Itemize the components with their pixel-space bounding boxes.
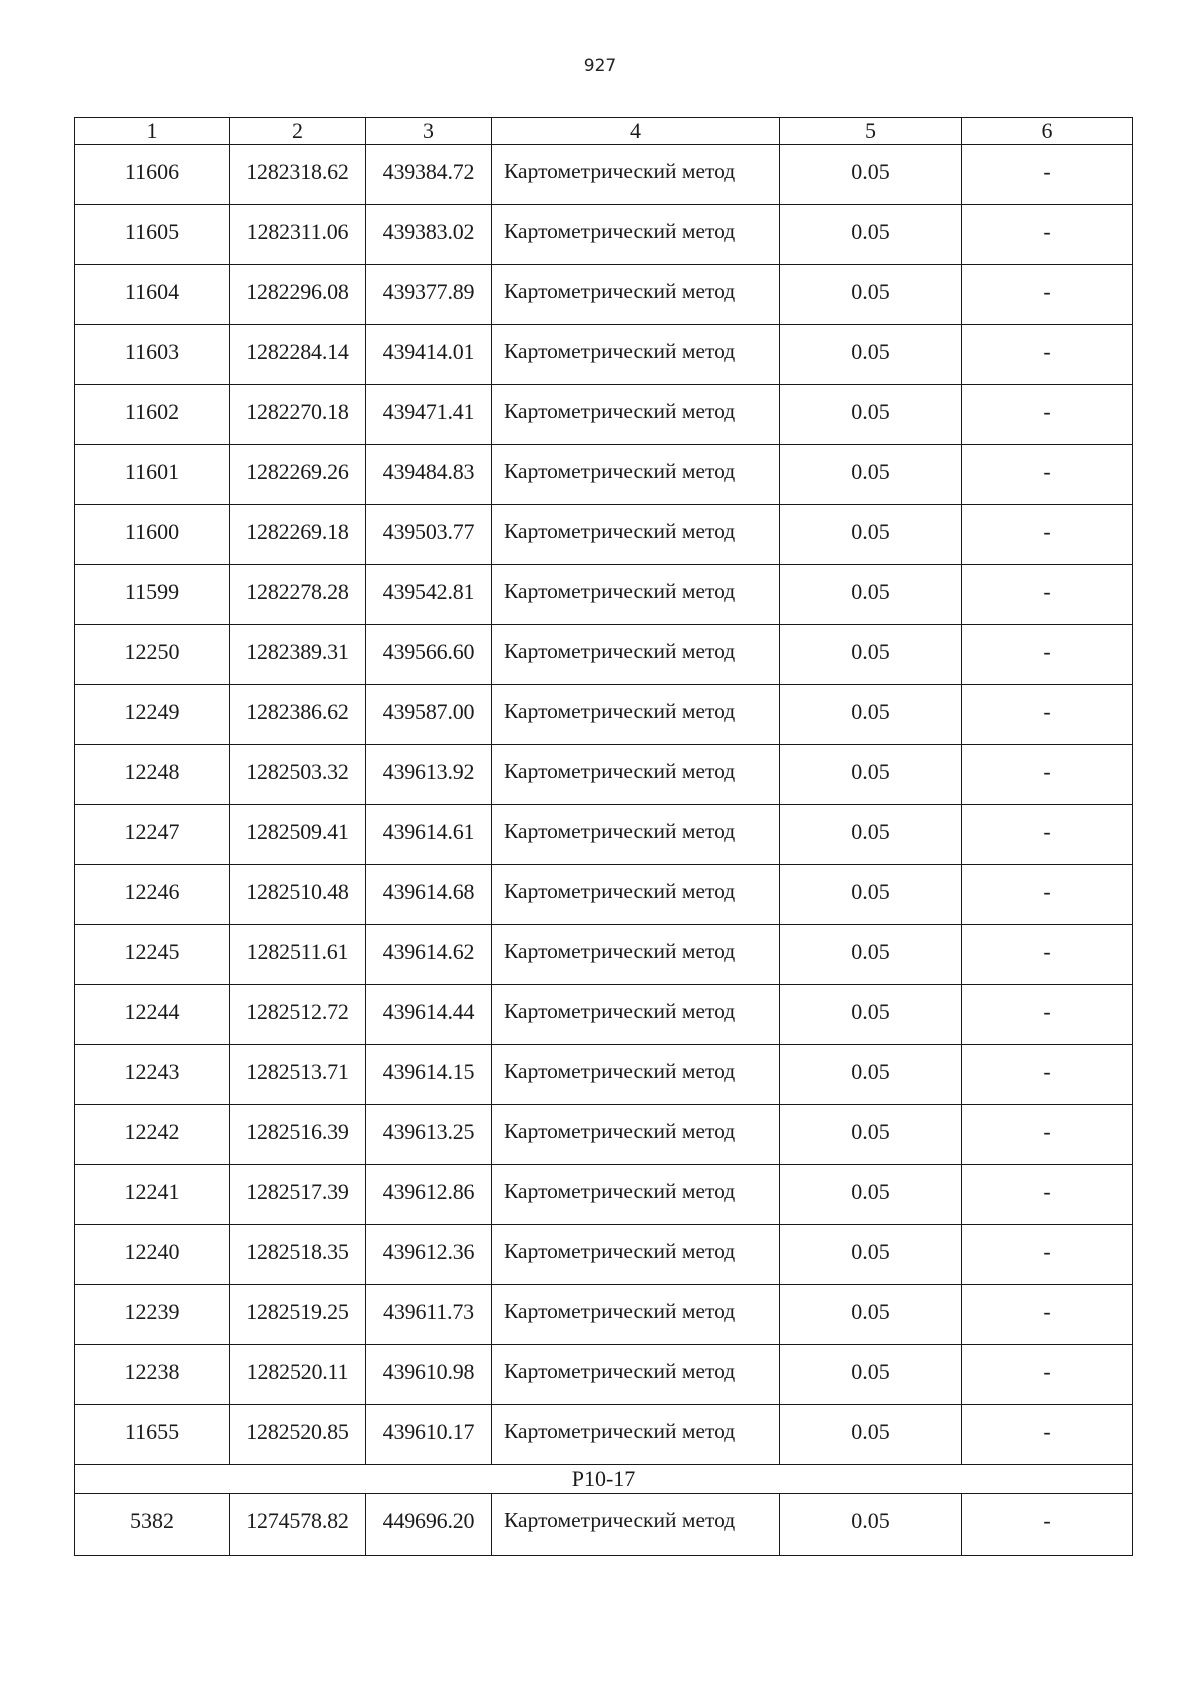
table-row bbox=[75, 1494, 1133, 1556]
y-coordinate-cell: 439566.60 bbox=[366, 625, 492, 685]
method-cell: Картометрический метод bbox=[492, 1285, 780, 1345]
x-coordinate-cell: 1282512.72 bbox=[230, 985, 366, 1045]
note-cell: - bbox=[962, 1494, 1133, 1556]
table-row bbox=[75, 1105, 1133, 1165]
y-coordinate-cell: 439612.36 bbox=[366, 1225, 492, 1285]
point-number-cell: 12242 bbox=[75, 1105, 230, 1165]
x-coordinate-cell: 1282278.28 bbox=[230, 565, 366, 625]
x-coordinate-cell: 1282269.18 bbox=[230, 505, 366, 565]
method-cell: Картометрический метод bbox=[492, 265, 780, 325]
x-coordinate-cell: 1282513.71 bbox=[230, 1045, 366, 1105]
method-cell: Картометрический метод bbox=[492, 1045, 780, 1105]
column-header: 3 bbox=[366, 118, 492, 145]
point-number-cell: 12246 bbox=[75, 865, 230, 925]
y-coordinate-cell: 439542.81 bbox=[366, 565, 492, 625]
point-number-cell: 12243 bbox=[75, 1045, 230, 1105]
y-coordinate-cell: 439471.41 bbox=[366, 385, 492, 445]
table-row bbox=[75, 1165, 1133, 1225]
note-cell: - bbox=[962, 1045, 1133, 1105]
method-cell: Картометрический метод bbox=[492, 1165, 780, 1225]
y-coordinate-cell: 439384.72 bbox=[366, 145, 492, 205]
table-row bbox=[75, 1225, 1133, 1285]
point-number-cell: 11600 bbox=[75, 505, 230, 565]
y-coordinate-cell: 439610.17 bbox=[366, 1405, 492, 1465]
table-row bbox=[75, 565, 1133, 625]
method-cell: Картометрический метод bbox=[492, 985, 780, 1045]
accuracy-cell: 0.05 bbox=[780, 325, 962, 385]
point-number-cell: 12248 bbox=[75, 745, 230, 805]
table-row bbox=[75, 1045, 1133, 1105]
y-coordinate-cell: 439613.25 bbox=[366, 1105, 492, 1165]
point-number-cell: 11601 bbox=[75, 445, 230, 505]
table-row bbox=[75, 925, 1133, 985]
method-cell: Картометрический метод bbox=[492, 805, 780, 865]
table-row bbox=[75, 985, 1133, 1045]
accuracy-cell: 0.05 bbox=[780, 1105, 962, 1165]
x-coordinate-cell: 1282296.08 bbox=[230, 265, 366, 325]
x-coordinate-cell: 1282517.39 bbox=[230, 1165, 366, 1225]
x-coordinate-cell: 1282318.62 bbox=[230, 145, 366, 205]
point-number-cell: 12249 bbox=[75, 685, 230, 745]
note-cell: - bbox=[962, 505, 1133, 565]
accuracy-cell: 0.05 bbox=[780, 805, 962, 865]
point-number-cell: 11605 bbox=[75, 205, 230, 265]
accuracy-cell: 0.05 bbox=[780, 1285, 962, 1345]
table-row bbox=[75, 385, 1133, 445]
y-coordinate-cell: 439484.83 bbox=[366, 445, 492, 505]
y-coordinate-cell: 439587.00 bbox=[366, 685, 492, 745]
note-cell: - bbox=[962, 1345, 1133, 1405]
column-header: 6 bbox=[962, 118, 1133, 145]
point-number-cell: 12239 bbox=[75, 1285, 230, 1345]
note-cell: - bbox=[962, 265, 1133, 325]
x-coordinate-cell: 1282519.25 bbox=[230, 1285, 366, 1345]
x-coordinate-cell: 1282386.62 bbox=[230, 685, 366, 745]
accuracy-cell: 0.05 bbox=[780, 445, 962, 505]
y-coordinate-cell: 439614.44 bbox=[366, 985, 492, 1045]
method-cell: Картометрический метод bbox=[492, 205, 780, 265]
y-coordinate-cell: 439614.15 bbox=[366, 1045, 492, 1105]
note-cell: - bbox=[962, 205, 1133, 265]
point-number-cell: 11599 bbox=[75, 565, 230, 625]
method-cell: Картометрический метод bbox=[492, 445, 780, 505]
table-row bbox=[75, 325, 1133, 385]
note-cell: - bbox=[962, 685, 1133, 745]
x-coordinate-cell: 1282503.32 bbox=[230, 745, 366, 805]
column-header: 4 bbox=[492, 118, 780, 145]
point-number-cell: 12244 bbox=[75, 985, 230, 1045]
table-row bbox=[75, 1285, 1133, 1345]
x-coordinate-cell: 1282270.18 bbox=[230, 385, 366, 445]
y-coordinate-cell: 439612.86 bbox=[366, 1165, 492, 1225]
accuracy-cell: 0.05 bbox=[780, 565, 962, 625]
point-number-cell: 12247 bbox=[75, 805, 230, 865]
accuracy-cell: 0.05 bbox=[780, 1405, 962, 1465]
accuracy-cell: 0.05 bbox=[780, 1045, 962, 1105]
x-coordinate-cell: 1282269.26 bbox=[230, 445, 366, 505]
y-coordinate-cell: 439383.02 bbox=[366, 205, 492, 265]
accuracy-cell: 0.05 bbox=[780, 1225, 962, 1285]
method-cell: Картометрический метод bbox=[492, 1494, 780, 1556]
method-cell: Картометрический метод bbox=[492, 865, 780, 925]
accuracy-cell: 0.05 bbox=[780, 145, 962, 205]
accuracy-cell: 0.05 bbox=[780, 985, 962, 1045]
x-coordinate-cell: 1282518.35 bbox=[230, 1225, 366, 1285]
point-number-cell: 11655 bbox=[75, 1405, 230, 1465]
note-cell: - bbox=[962, 1165, 1133, 1225]
accuracy-cell: 0.05 bbox=[780, 925, 962, 985]
method-cell: Картометрический метод bbox=[492, 1405, 780, 1465]
y-coordinate-cell: 439614.62 bbox=[366, 925, 492, 985]
section-label: P10-17 bbox=[75, 1465, 1133, 1494]
accuracy-cell: 0.05 bbox=[780, 745, 962, 805]
table-row bbox=[75, 205, 1133, 265]
note-cell: - bbox=[962, 1405, 1133, 1465]
method-cell: Картометрический метод bbox=[492, 1105, 780, 1165]
header-row bbox=[75, 118, 1133, 145]
method-cell: Картометрический метод bbox=[492, 1345, 780, 1405]
note-cell: - bbox=[962, 625, 1133, 685]
note-cell: - bbox=[962, 805, 1133, 865]
method-cell: Картометрический метод bbox=[492, 685, 780, 745]
table-row bbox=[75, 145, 1133, 205]
column-header: 2 bbox=[230, 118, 366, 145]
y-coordinate-cell: 439614.68 bbox=[366, 865, 492, 925]
point-number-cell: 11603 bbox=[75, 325, 230, 385]
table-row bbox=[75, 1405, 1133, 1465]
column-header: 5 bbox=[780, 118, 962, 145]
y-coordinate-cell: 439377.89 bbox=[366, 265, 492, 325]
table-row bbox=[75, 445, 1133, 505]
accuracy-cell: 0.05 bbox=[780, 505, 962, 565]
x-coordinate-cell: 1282509.41 bbox=[230, 805, 366, 865]
note-cell: - bbox=[962, 925, 1133, 985]
accuracy-cell: 0.05 bbox=[780, 625, 962, 685]
note-cell: - bbox=[962, 325, 1133, 385]
point-number-cell: 11606 bbox=[75, 145, 230, 205]
y-coordinate-cell: 439614.61 bbox=[366, 805, 492, 865]
note-cell: - bbox=[962, 385, 1133, 445]
y-coordinate-cell: 439414.01 bbox=[366, 325, 492, 385]
y-coordinate-cell: 449696.20 bbox=[366, 1494, 492, 1556]
note-cell: - bbox=[962, 565, 1133, 625]
x-coordinate-cell: 1282389.31 bbox=[230, 625, 366, 685]
method-cell: Картометрический метод bbox=[492, 505, 780, 565]
x-coordinate-cell: 1282284.14 bbox=[230, 325, 366, 385]
column-header: 1 bbox=[75, 118, 230, 145]
x-coordinate-cell: 1282516.39 bbox=[230, 1105, 366, 1165]
accuracy-cell: 0.05 bbox=[780, 685, 962, 745]
section-header-row bbox=[75, 1465, 1133, 1494]
table-row bbox=[75, 1345, 1133, 1405]
note-cell: - bbox=[962, 1285, 1133, 1345]
method-cell: Картометрический метод bbox=[492, 325, 780, 385]
note-cell: - bbox=[962, 145, 1133, 205]
note-cell: - bbox=[962, 1105, 1133, 1165]
point-number-cell: 12245 bbox=[75, 925, 230, 985]
point-number-cell: 11602 bbox=[75, 385, 230, 445]
accuracy-cell: 0.05 bbox=[780, 205, 962, 265]
x-coordinate-cell: 1282520.11 bbox=[230, 1345, 366, 1405]
point-number-cell: 12241 bbox=[75, 1165, 230, 1225]
x-coordinate-cell: 1282511.61 bbox=[230, 925, 366, 985]
table-row bbox=[75, 865, 1133, 925]
table-row bbox=[75, 505, 1133, 565]
point-number-cell: 12238 bbox=[75, 1345, 230, 1405]
y-coordinate-cell: 439613.92 bbox=[366, 745, 492, 805]
accuracy-cell: 0.05 bbox=[780, 1494, 962, 1556]
method-cell: Картометрический метод bbox=[492, 745, 780, 805]
page-number: 927 bbox=[583, 56, 617, 76]
y-coordinate-cell: 439611.73 bbox=[366, 1285, 492, 1345]
y-coordinate-cell: 439503.77 bbox=[366, 505, 492, 565]
coordinates-table bbox=[74, 117, 1133, 1556]
method-cell: Картометрический метод bbox=[492, 145, 780, 205]
y-coordinate-cell: 439610.98 bbox=[366, 1345, 492, 1405]
point-number-cell: 12250 bbox=[75, 625, 230, 685]
point-number-cell: 12240 bbox=[75, 1225, 230, 1285]
table-row bbox=[75, 805, 1133, 865]
method-cell: Картометрический метод bbox=[492, 565, 780, 625]
table-row bbox=[75, 265, 1133, 325]
x-coordinate-cell: 1282311.06 bbox=[230, 205, 366, 265]
note-cell: - bbox=[962, 1225, 1133, 1285]
point-number-cell: 11604 bbox=[75, 265, 230, 325]
note-cell: - bbox=[962, 745, 1133, 805]
accuracy-cell: 0.05 bbox=[780, 1345, 962, 1405]
note-cell: - bbox=[962, 985, 1133, 1045]
point-number-cell: 5382 bbox=[75, 1494, 230, 1556]
method-cell: Картометрический метод bbox=[492, 625, 780, 685]
x-coordinate-cell: 1282520.85 bbox=[230, 1405, 366, 1465]
method-cell: Картометрический метод bbox=[492, 385, 780, 445]
method-cell: Картометрический метод bbox=[492, 925, 780, 985]
accuracy-cell: 0.05 bbox=[780, 865, 962, 925]
accuracy-cell: 0.05 bbox=[780, 385, 962, 445]
table-row bbox=[75, 685, 1133, 745]
method-cell: Картометрический метод bbox=[492, 1225, 780, 1285]
note-cell: - bbox=[962, 445, 1133, 505]
table-row bbox=[75, 745, 1133, 805]
note-cell: - bbox=[962, 865, 1133, 925]
accuracy-cell: 0.05 bbox=[780, 1165, 962, 1225]
table-row bbox=[75, 625, 1133, 685]
accuracy-cell: 0.05 bbox=[780, 265, 962, 325]
x-coordinate-cell: 1274578.82 bbox=[230, 1494, 366, 1556]
x-coordinate-cell: 1282510.48 bbox=[230, 865, 366, 925]
